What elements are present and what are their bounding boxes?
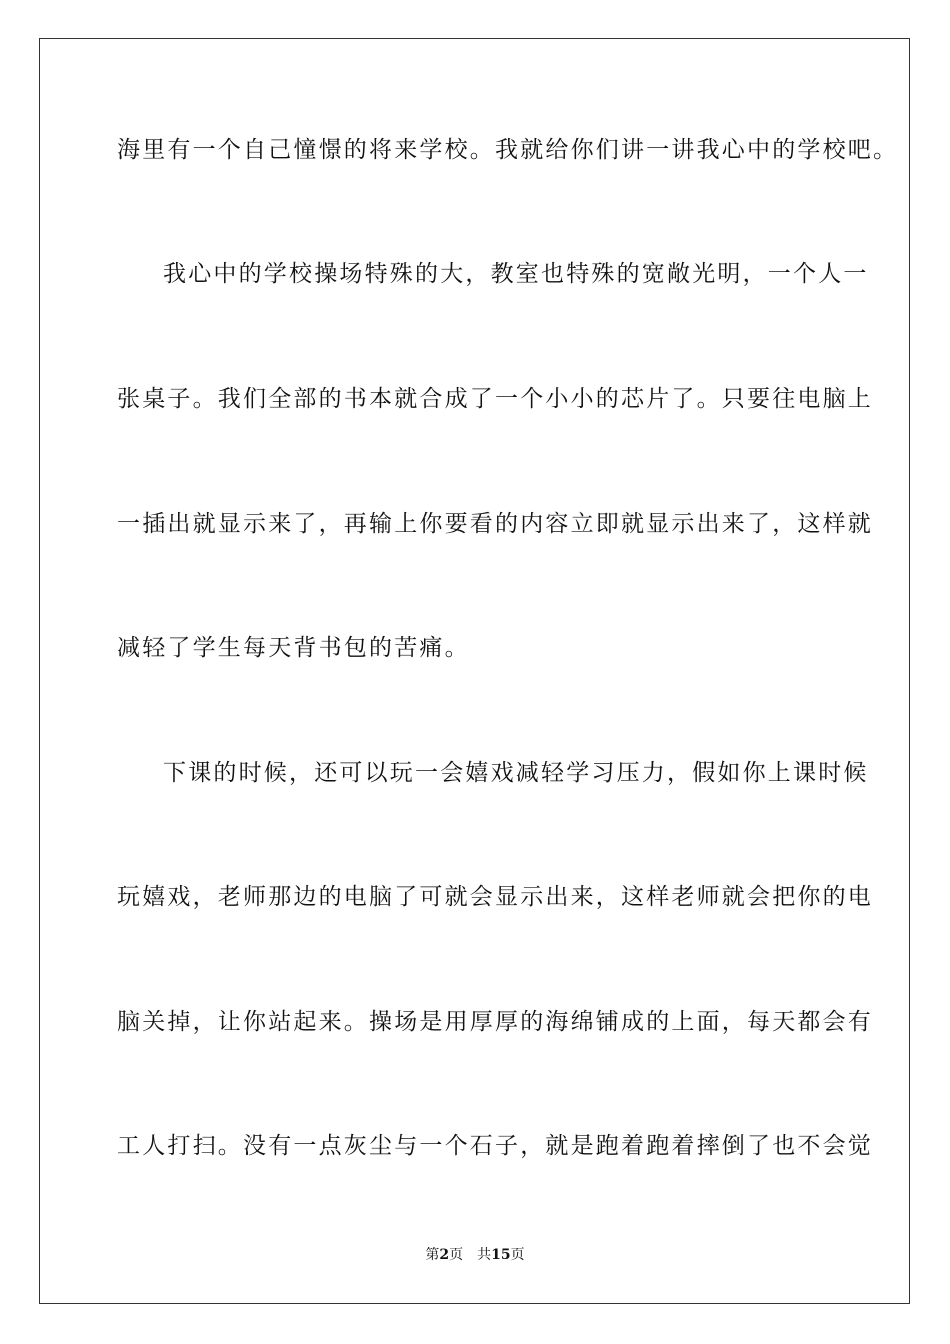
document-body (117, 0, 899, 1344)
text-line-4: 一插出就显示来了，再输上你要看的内容立即就显示出来了，这样就 (117, 511, 873, 537)
text-line-9: 工人打扫。没有一点灰尘与一个石子，就是跑着跑着摔倒了也不会觉 (117, 1133, 873, 1159)
text-line-6: 下课的时候，还可以玩一会嬉戏减轻学习压力，假如你上课时候 (163, 760, 869, 786)
page-suffix: 页 (449, 1247, 464, 1263)
text-line-1: 海里有一个自己憧憬的将来学校。我就给你们讲一讲我心中的学校吧。 (117, 137, 899, 163)
page-footer (0, 1246, 950, 1264)
text-line-5: 减轻了学生每天背书包的苦痛。 (117, 635, 470, 661)
text-line-7: 玩嬉戏，老师那边的电脑了可就会显示出来，这样老师就会把你的电 (117, 884, 873, 910)
text-line-3: 张桌子。我们全部的书本就合成了一个小小的芯片了。只要往电脑上 (117, 386, 873, 412)
total-prefix: 共 (477, 1247, 492, 1263)
page-number: 2 (439, 1247, 450, 1263)
page-prefix: 第 (425, 1247, 440, 1263)
total-suffix: 页 (510, 1247, 525, 1263)
text-line-2: 我心中的学校操场特殊的大，教室也特殊的宽敞光明，一个人一 (163, 261, 869, 287)
total-pages: 15 (491, 1247, 511, 1263)
text-line-8: 脑关掉，让你站起来。操场是用厚厚的海绵铺成的上面，每天都会有 (117, 1009, 873, 1035)
